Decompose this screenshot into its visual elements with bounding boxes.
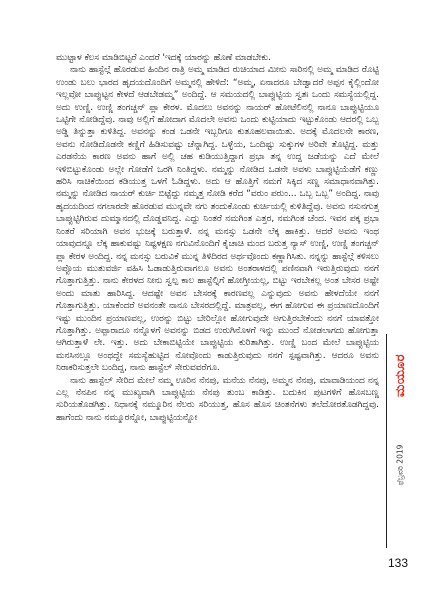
- magazine-name: ಮಯೂರ: [392, 353, 408, 397]
- magazine-logo: [385, 344, 415, 406]
- article-paragraph: ಮುಟ್ಟಾಳ ಕೆಲಸ ಮಾಡಿಬಿಟ್ಟರೆ ಎಂದರೆ 'ಇದಕ್ಕೆ ಯಾರನ್ನು ಹೊಣೆ ಮಾಡಬೇಕು.: [56, 53, 271, 63]
- article-paragraph: ನಾನು ಹಾಸ್ಟೆಲ್ಗೆ ಹೊರಡುವ ಹಿಂದಿನ ರಾತ್ರಿ ಅಮ್ಮ ಮಾಡಿದ ರುಚಿಯಾದ ಮೀನು ಸಾರಿನಲ್ಲಿ ಅಮ್ಮ ಮಾಡಿದ ರೊಟ್ಟಿ ಉಂಡು ಬಲು ಭಾರದ ಹೃದಯದೊಂದಿಗೆ ಅಮ್ಮನಲ್ಲಿ ಹೇಳಿದೆ: “ಅಮ್ಮ, ಏನಾದರೂ ಬೇಡ್ವಾದರೆ ಅಪ್ಪನ ಕೈಲ್ಲಿಂದೋ ಇಲ್ಲವೋ ಬಾಪ್ಪುಟ್ಟನ ಕೇಳದೆ ಆಡಬೇಡಮ್ಮ” ಅಂದಿದ್ದೆ. ಆ ಸಮಯದಲ್ಲಿ ಬಾಪ್ಪುಟ್ಟಿಯ ಸ್ವತಃ ಒಂದು ಸಮಸ್ಯೆಯಲ್ಲಿದ್ದ. ಅದು ಉಣ್ಣಿ. ಉಣ್ಣಿ ತಂಗಚ್ಚನ್ ಪ್ಲಾ ಕೇರಳ. ಮೊದಲು ಅವನನ್ನು ನಾಯರ್ ಹೋಟೆಲಿನಲ್ಲಿ ನಾನೂ ಬಾಪ್ಪುಟ್ಟಿಯೂ ಒಟ್ಟಿಗೇ ನೋಡಿದ್ದೆವು. ನಾವು ಅಲ್ಲಿಗೆ ಹೋದಾಗ ಮೊದಲೇ ಅವನು ಒಂದು ಕುಟ್ಟಿಯಾದು ಇಟ್ಟುಕೊಂಡು ಆದರಲ್ಲಿ ಒಬ್ಬ ಅಡ್ಡಿ ತಿನ್ನುತ್ತಾ ಕುಳಿತಿದ್ದ. ಅವನನ್ನು ಕಂಡ ಒಡನೇ ಇಬ್ಬರಿಗೂ ಕುತೂಹಲವಾಯಿತು. ಅದಕ್ಕೆ ಮೊದಲನೇ ಕಾರಣ, ಅವನು ನೋಡಿದೊಡನೇ ಕಣ್ಣಿಗೆ ಹಿಡಿಸುವಷ್ಟು ಚೆನ್ನಾಗಿದ್ದ. ಒಳ್ಳೆಯ, ಒಂದಿಷ್ಟು ಸುಕ್ಕುಗಳ ಅರಿವೇ ತೊಟ್ಟಿದ್ದ. ಮತ್ತು ಎರಡನೆಯ ಕಾರಣ ಅವನು ಹಾಗೆ ಅಲ್ಲಿ ಚಹ ಕುಡಿಯುತ್ತಿದ್ದಾಗ ಪ್ರಭಾ ತನ್ನ ಉದ್ದ ಜಡೆಯನ್ನು ಎದೆ ಮೇಲೆ ಇಳಿಬಿಟ್ಟುಕೊಂಡು ಅಲ್ಲೇ ಗೋಡೆಗೆ ಒರಗಿ ನಿಂತಿದ್ದಳು. ನಮ್ಮನ್ನು ನೋಡಿದ ಒಡನೇ ಅವಳು ಬಾಪ್ಪುಟ್ಟಿಯೆಡೆಗೆ ಕಣ್ಣು ಹರಿಸಿ ನಾಚಿಕೆಯಿಂದ ಕಡಿಯುತ್ತ ಒಳಗೆ ಓಡಿದ್ದಳು. ಅದು ಆ ಹೊತ್ತಿಗೆ ನಮಗೆ ಸಿಕ್ಕಿದ ಸಣ್ಣ ಸಮಾಧಾನವಾಗಿತ್ತು. ನಮ್ಮನ್ನು ನೋಡಿದ ನಾಯರ್ ಕುರ್ಚಿ ಬಿಟ್ಟೆದ್ದು ನಮ್ಮತ್ತ ನೋಡಿ ಕರೆದ “ವರುಂ ಪರುಂ... ಒಬ್ಬ ಒಬ್ಬ” ಅಂದಿದ್ದ. ನಾವು ಹೃದಯದಿಂದ ನಗಲಾರದೇ ಹೊರಡುವ ಮುನ್ನವೇ ನಗು ತಂದುಕೊಂಡು ಕುರ್ಚಿಯಲ್ಲಿ ಕುಳಿತಿದ್ದೆವು. ಅವನು ನಸುನಗುತ್ತ ಬಾಪ್ಪುಟ್ಟಿಗಿರುವ ದುಮ್ಮಾನದಲ್ಲಿ ದೊಡ್ಡವನಿದ್ದ. ಎದ್ದು ನಿಂತರೆ ನಮಗಿಂತ ಎತ್ತರ, ನಮಗಿಂತ ಚೆಂದ. ಇವನ ಪಕ್ಕ ಪ್ರಭಾ ನಿಂತರೆ ಸರಿಯಾಗಿ ಅವನ ಭುಜಕ್ಕೆ ಬರುತ್ತಾಳೆ. ನನ್ನ ಮನಸ್ಸು ಒಡನೇ ಲೆಕ್ಕ ಹಾಕಿತ್ತು. ಆದರೆ ಅವನು ಇಂಥ ಯಾವುದನ್ನೂ ಲೆಕ್ಕ ಹಾಕುವಷ್ಟು ನಿಷ್ಟಳಕ್ಷಣ ನಗುವಿನೊಂದಿಗೆ ಕೈಚಾಚಿ ಮಂದ ಬರುತ್ತ ನ್ಯಾಸ್ ಉಣ್ಣಿ, ಉಣ್ಣಿ ತಂಗಚ್ಚನ್ ಪ್ಲಾ ಕೇರಳ ಅಂದಿದ್ದ. ನನ್ನ ಮನಸ್ಸು ಬರುವಿಕೆ ಮುನ್ನ ತಿಳಿದಿರದ ಅರ್ಥವೊಂದು ಕಣ್ಣಾಗಿಸಿತು. ನನ್ನನ್ನು ಹಾಸ್ಟೆಲ್ಗೆ ಕಳಿಸಲು ಅಪ್ಪೊಯ ಮುತುವರ್ಜಿ ವಹಿಸಿ ಓಡಾಡುತ್ತಿರುವಾಗಲೂ ಅವನು ಅಂತರಾಳದಲ್ಲಿ ಪಣಿನವಾಗಿ ಇರುತ್ತಿರುವುದು ನನಗೆ ಗೊತ್ತಾಗುತ್ತಿತ್ತು. ನಾನು ಕೇರಳದ ನೀನು ಸ್ವಲ್ಪ ಕಾಲ ಹಾಸ್ಟೆಲ್ನಿಗೆ ಹೋಗ್ತೀಯಲ್ಲ, ಬಿಟ್ಟು ಇರಬೇಕಲ್ಲ ಅಂತ ಬೇಸರ ಅಷ್ಟೇ ಅಂದು ಮಾತು ಹಾರಿಸಿದ್ದ. ಆದಷ್ಟೇ ಅವನ ಬೇಸರಕ್ಕೆ ಕಾರಣವಲ್ಲ ಎನ್ನುವುದು ಅವನು ಹೇಳದೆಯೇ ನನಗೆ ಗೊತ್ತಾಗುತ್ತಿತ್ತು. ಯಾಕೆಂದರೆ ಅವನಂತೇ ನಾನೂ ಬೇಸರದಲ್ಲಿದ್ದೆ. ಮಾತ್ರವಲ್ಲ, ಈಗ ಹೋಗುವ ಈ ಪ್ರಯಾಣದೊಂದಿಗೆ ಇಷ್ಟು ಮುಂದಿನ ಪ್ರಯಾಣವಲ್ಲ, ಉರನ್ನು ಬಿಟ್ಟು ಬೇರಿಲ್ಲೋ ಹೋಗುವುದೇ ಅಗುತ್ತಿರಬೇಕೆಂದು ನನಗೆ ಯಾವತ್ತೋ ಗೊತ್ತಾಗಿತ್ತು. ಅಪ್ಪಾರಾದೂ ನನ್ನೊಳಗೆ ಅವನನ್ನು ಬಿಡದ ಉರುಗಿನೊಳಗೆ ಇನ್ನು ಮುಂದೆ ನೋಡಲಾಗದು ಹೋಗುತ್ತಾ ಆಗಿರುತ್ತಾಳೆ ಲೇ. ಇತ್ತು. ಅದು ಬೇಕಾಬಿಟ್ಟಿಯೇ ಬಾಪ್ಪುಟ್ಟಿಯ ಕುರಿತಾಗಿತ್ತು. ಉಣ್ಣಿ ಬಂದ ಮೇಲೆ ಬಾಪ್ಪುಟ್ಟಿಯ ಮನಸಿನಲ್ಲೂ ಅಂಥದ್ದೇ ಸಮಸ್ಯೆಹುಟ್ಟಿದ ನೋವೊಂದು ಕಾಡುತ್ತಿರುವುದು ನನಗೆ ಸ್ಪಷ್ಟವಾಗಿತ್ತು. ಆದರೂ ಅವನು ನಿರಾಕರಿಸುತ್ತಲೇ ಬಂದಿದ್ದ, ನಾನು ಹಾಸ್ಟೆಲ್ ಸೇರುವವರೆಗೂ.: [56, 65, 379, 374]
- article-body: [56, 52, 379, 580]
- issue-date: ಫೆಬ್ರವರಿ 2019: [395, 444, 405, 486]
- article-paragraph: ನಾನು ಹಾಸ್ಟೆಲ್ ಸೇರಿದ ಮೇಲೆ ನಮ್ಮ ಊರಿನ ನೆನಪು, ಮನೆಯ ನೆನಪು, ಅಮ್ಮನ ನೆನಪು, ಮಾವಾಡಿಯಂದ ನನ್ನ ಎಲ್ಲ ನೆನಪಿನ ನನ್ನ ಮುಖ್ಯವಾಗಿ ಬಾಪ್ಪುಟ್ಟಿಯ ನೆನಪು ತುಂಬ ಕಾಡಿತ್ತು. ಬದುಕಿನ ಪುಟಗಳಿಗೆ ಹೊಸಬಣ್ಣ ಸುರಿಯತೊಡಗಿತ್ತು. ನಿಧಾನಕ್ಕೆ ನಮ್ಮೂರಿನ ನೆಲರು ಸರಿಯುತ್ತ, ಹೊಸ ಹೊಸ ಚಿಂತನೆಗಳು ತಲೆದೋರತೊಡಗಿದ್ದವು. ಹಾಗೆಂದು ನಾನು ನಮ್ಮೂರನ್ನೋ, ಬಾಪ್ಪುಟ್ಟಿಯನ್ನೋ: [56, 375, 379, 423]
- page-number: 133: [388, 556, 409, 570]
- issue-date-container: [385, 410, 415, 520]
